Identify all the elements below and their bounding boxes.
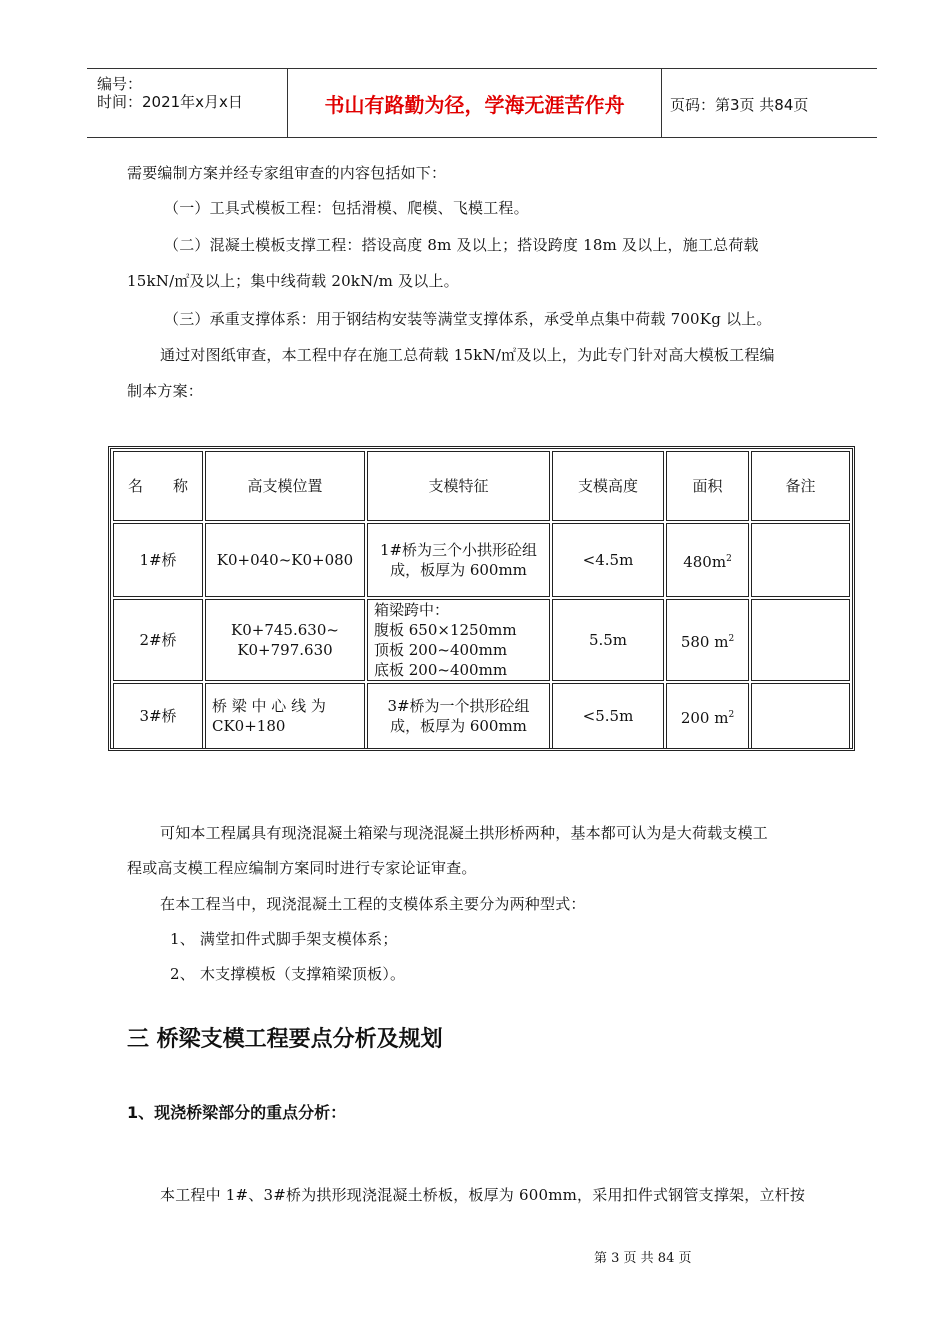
cell-position: K0+040~K0+080 bbox=[205, 523, 365, 597]
table-header: 面积 bbox=[666, 451, 749, 521]
cell-area: 200 $m^2$ bbox=[666, 683, 749, 749]
subsection-title: 1、现浇桥梁部分的重点分析： bbox=[127, 1103, 347, 1122]
cell-name: 1#桥 bbox=[113, 523, 203, 597]
cell-note bbox=[751, 599, 850, 681]
table-row bbox=[113, 523, 850, 597]
cell-name: 3#桥 bbox=[113, 683, 203, 749]
cell-area: 580 $m^2$ bbox=[666, 599, 749, 681]
header-page-label: 页码：第3页 共84页 bbox=[670, 96, 809, 114]
paragraph: 可知本工程属具有现浇混凝土箱梁与现浇混凝土拱形桥两种，基本都可认为是大荷载支模工 bbox=[160, 824, 769, 842]
paragraph: 需要编制方案并经专家组审查的内容包括如下： bbox=[127, 164, 447, 182]
paragraph: 制本方案： bbox=[127, 382, 204, 400]
table-header-row bbox=[113, 451, 850, 521]
cell-feature: 3#桥为一个拱形砼组 成，板厚为 600mm bbox=[367, 683, 550, 749]
table-header: 名 称 bbox=[113, 451, 203, 521]
table-header: 高支模位置 bbox=[205, 451, 365, 521]
table-row bbox=[113, 683, 850, 749]
table-row bbox=[113, 599, 850, 681]
cell-feature: 1#桥为三个小拱形砼组 成，板厚为 600mm bbox=[367, 523, 550, 597]
paragraph: 通过对图纸审查，本工程中存在施工总荷载 15kN/㎡及以上，为此专门针对高大模板工程编 bbox=[160, 346, 775, 364]
header-meta bbox=[87, 69, 288, 137]
header-motto: 书山有路勤为径，学海无涯苦作舟 bbox=[288, 69, 662, 137]
cell-name: 2#桥 bbox=[113, 599, 203, 681]
list-item: 1、 满堂扣件式脚手架支模体系； bbox=[170, 930, 398, 948]
time-label: 时间：2021年x月x日 bbox=[97, 93, 243, 111]
paragraph: 本工程中 1#、3#桥为拱形现浇混凝土桥板，板厚为 600mm，采用扣件式钢管支撑架，立杆按 bbox=[160, 1186, 806, 1204]
page-header bbox=[87, 68, 877, 138]
cell-position: 桥 梁 中 心 线 为 CK0+180 bbox=[205, 683, 365, 749]
table-header: 备注 bbox=[751, 451, 850, 521]
section-title: 三 桥梁支模工程要点分析及规划 bbox=[127, 1027, 443, 1052]
formwork-table bbox=[108, 446, 855, 751]
list-item: 2、 木支撑模板（支撑箱梁顶板）。 bbox=[170, 965, 406, 983]
cell-note bbox=[751, 523, 850, 597]
table-header: 支模特征 bbox=[367, 451, 550, 521]
paragraph: 15kN/㎡及以上；集中线荷载 20kN/m 及以上。 bbox=[127, 272, 459, 290]
cell-height: <5.5m bbox=[552, 683, 664, 749]
cell-height: <4.5m bbox=[552, 523, 664, 597]
cell-feature: 箱梁跨中： 腹板 650×1250mm 顶板 200~400mm 底板 200~400mm bbox=[367, 599, 550, 681]
paragraph: （二）混凝土模板支撑工程：搭设高度 8m 及以上；搭设跨度 18m 及以上，施工总荷载 bbox=[164, 236, 759, 254]
cell-area: $480m^2$ bbox=[666, 523, 749, 597]
page-footer: 第 3 页 共 84 页 bbox=[594, 1251, 692, 1266]
paragraph: （一）工具式模板工程：包括滑模、爬模、飞模工程。 bbox=[164, 199, 529, 217]
paragraph: （三）承重支撑体系：用于钢结构安装等满堂支撑体系，承受单点集中荷载 700Kg 以上。 bbox=[164, 310, 772, 328]
paragraph: 在本工程当中，现浇混凝土工程的支模体系主要分为两种型式： bbox=[160, 895, 586, 913]
paragraph: 程或高支模工程应编制方案同时进行专家论证审查。 bbox=[127, 859, 477, 877]
table-header: 支模高度 bbox=[552, 451, 664, 521]
number-label: 编号： bbox=[97, 75, 143, 93]
cell-position: K0+745.630~ K0+797.630 bbox=[205, 599, 365, 681]
cell-height: 5.5m bbox=[552, 599, 664, 681]
cell-note bbox=[751, 683, 850, 749]
